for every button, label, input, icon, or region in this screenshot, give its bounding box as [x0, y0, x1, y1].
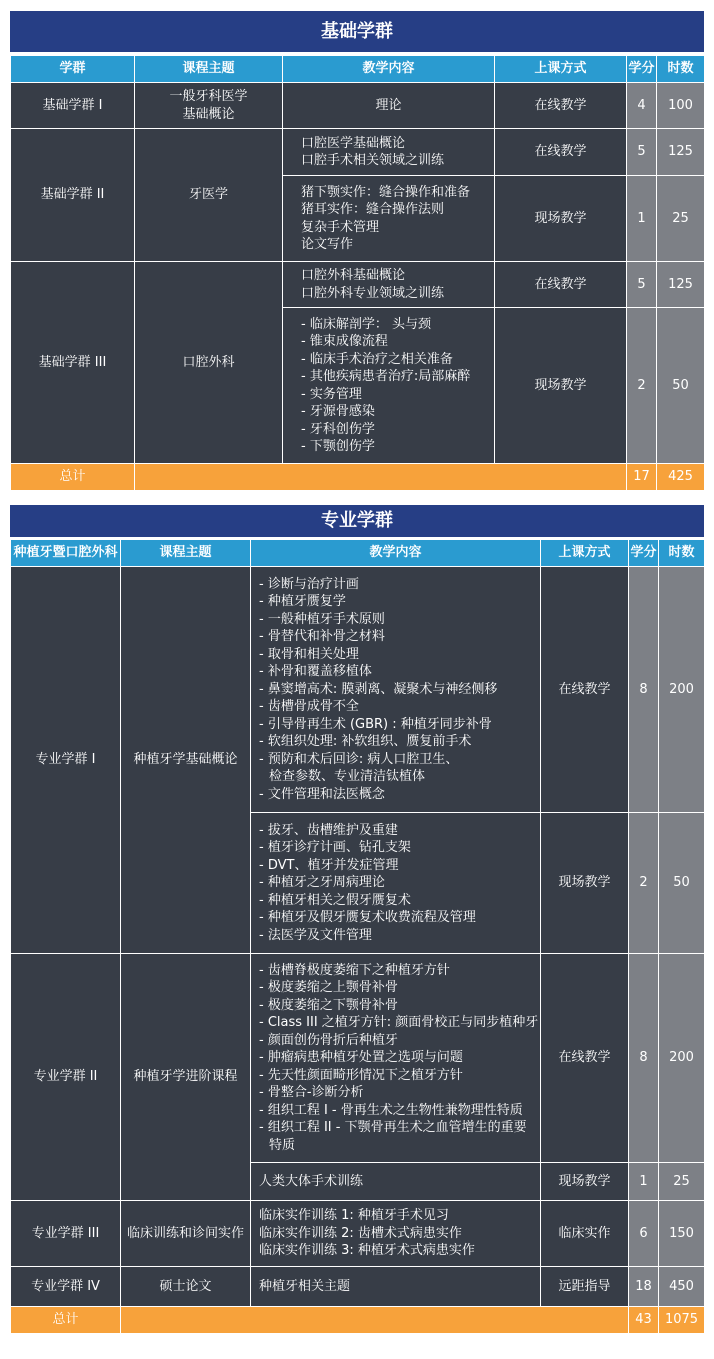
text-line: - 组织工程 II - 下颚骨再生术之血管增生的重要	[259, 1120, 527, 1136]
text-line: - 诊断与治疗计画	[259, 576, 359, 592]
text-line: - 下颚创伤学	[301, 439, 375, 454]
basic-table	[10, 55, 705, 491]
text-line: - 牙科创伤学	[301, 421, 375, 437]
text-line: 种植牙相关主题	[259, 1278, 351, 1294]
text-line: - 极度萎缩之上颚骨补骨	[259, 980, 398, 996]
text-line: - 极度萎缩之下颚骨补骨	[259, 997, 398, 1013]
text-line: 人类大体手术训练	[259, 1173, 364, 1189]
group-name-cell: 专业学群 II	[11, 954, 121, 1201]
text-line: - 引导骨再生术 (GBR) : 种植牙同步补骨	[259, 716, 492, 732]
teaching-method-cell: 现场教学	[495, 308, 627, 464]
text-line: - 补骨和覆盖移植体	[259, 664, 372, 680]
teaching-content-cell	[251, 567, 541, 813]
total-credits: 17	[627, 464, 657, 491]
teaching-content-cell	[251, 1201, 541, 1267]
course-topic-cell	[121, 954, 251, 1201]
group-name-cell: 基础学群 II	[11, 129, 135, 262]
text-line: 口腔外科	[182, 354, 235, 370]
text-line: 论文写作	[301, 237, 354, 252]
credits-cell: 2	[629, 813, 659, 954]
text-line: 一般牙科医学	[169, 89, 248, 104]
credits-cell: 1	[627, 176, 657, 262]
text-line: - 软组织处理: 补软组织、赝复前手术	[259, 734, 472, 750]
hours-cell: 25	[659, 1163, 705, 1201]
total-credits: 43	[629, 1307, 659, 1334]
credits-cell: 8	[629, 954, 659, 1163]
text-line: - Class III 之植牙方针: 颜面骨校正与同步植种牙	[259, 1015, 539, 1031]
basic-section-title: 基础学群	[10, 11, 704, 52]
text-line: - 先天性颜面畸形情况下之植牙方针	[259, 1067, 463, 1083]
teaching-content-cell	[283, 308, 495, 464]
professional-table	[10, 539, 705, 1334]
credits-cell: 1	[629, 1163, 659, 1201]
text-line: - 齿槽脊极度萎缩下之种植牙方针	[259, 962, 450, 978]
table-row	[11, 567, 705, 813]
credits-cell: 5	[627, 262, 657, 308]
total-row	[11, 464, 705, 491]
teaching-method-cell: 现场教学	[541, 813, 629, 954]
text-line: 临床训练和诊间实作	[126, 1225, 244, 1241]
header-cell: 教学内容	[283, 56, 495, 83]
teaching-method-cell: 在线教学	[495, 262, 627, 308]
total-hours: 1075	[659, 1307, 705, 1334]
text-line: 牙医学	[188, 187, 228, 203]
header-cell: 课程主题	[121, 540, 251, 567]
teaching-content-cell	[283, 83, 495, 129]
text-line: - 取骨和相关处理	[259, 646, 359, 662]
course-topic-cell	[135, 129, 283, 262]
text-line: - 文件管理和法医概念	[259, 786, 385, 802]
basic-section	[10, 11, 704, 491]
teaching-method-cell: 在线教学	[541, 954, 629, 1163]
header-cell: 课程主题	[135, 56, 283, 83]
teaching-content-cell	[251, 813, 541, 954]
group-name-cell: 专业学群 I	[11, 567, 121, 954]
header-cell: 学分	[629, 540, 659, 567]
header-cell: 时数	[657, 56, 705, 83]
text-line: - 骨整合-诊断分析	[259, 1085, 364, 1101]
text-line: - 齿槽骨成骨不全	[259, 699, 359, 715]
total-label: 总计	[11, 464, 135, 491]
teaching-content-cell	[251, 1267, 541, 1307]
credits-cell: 5	[627, 129, 657, 176]
header-cell: 上课方式	[541, 540, 629, 567]
table-row	[11, 262, 705, 308]
text-line: 口腔外科专业领域之训练	[301, 285, 445, 301]
table-row	[11, 1267, 705, 1307]
group-name-cell: 基础学群 III	[11, 262, 135, 464]
total-spacer	[121, 1307, 629, 1334]
course-topic-cell	[135, 262, 283, 464]
total-label: 总计	[11, 1307, 121, 1334]
professional-header-row	[11, 540, 705, 567]
table-row	[11, 954, 705, 1163]
text-line: - 种植牙之牙周病理论	[259, 875, 385, 891]
text-line: - 鼻窦增高术: 膜剥离、凝聚术与神经侧移	[259, 681, 498, 697]
credits-cell: 8	[629, 567, 659, 813]
text-line: - 锥束成像流程	[301, 334, 388, 349]
text-line: 种植牙学基础概论	[133, 752, 238, 768]
text-line: - 种植牙赝复学	[259, 594, 346, 610]
course-topic-cell	[121, 567, 251, 954]
text-line: 猪下颚实作：缝合操作和准备	[301, 184, 471, 200]
header-cell: 学分	[627, 56, 657, 83]
header-cell: 种植牙暨口腔外科	[11, 540, 121, 567]
course-topic-cell	[121, 1201, 251, 1267]
text-line: 临床实作训练 3: 种植牙术式病患实作	[259, 1243, 475, 1259]
text-line: 临床实作训练 1: 种植牙手术见习	[259, 1208, 449, 1224]
table-row	[11, 129, 705, 176]
teaching-method-cell: 在线教学	[541, 567, 629, 813]
text-line: 理论	[375, 97, 402, 113]
course-topic-cell	[135, 83, 283, 129]
text-line: 检查参数、专业清洁钛植体	[269, 769, 426, 785]
text-line: 猪耳实作：缝合操作法则	[301, 202, 445, 217]
total-hours: 425	[657, 464, 705, 491]
teaching-method-cell: 远距指导	[541, 1267, 629, 1307]
credits-cell: 18	[629, 1267, 659, 1307]
table-row	[11, 83, 705, 129]
basic-header-row	[11, 56, 705, 83]
text-line: 口腔外科基础概论	[301, 268, 406, 283]
text-line: - 颜面创伤骨折后种植牙	[259, 1032, 398, 1048]
text-line: - 临床手术治疗之相关准备	[301, 351, 453, 367]
hours-cell: 150	[659, 1201, 705, 1267]
hours-cell: 200	[659, 567, 705, 813]
credits-cell: 4	[627, 83, 657, 129]
text-line: - 牙源骨感染	[301, 404, 375, 419]
total-spacer	[135, 464, 627, 491]
text-line: - 肿瘤病患种植牙处置之选项与问题	[259, 1050, 463, 1066]
text-line: - 法医学及文件管理	[259, 927, 372, 943]
header-cell: 学群	[11, 56, 135, 83]
group-name-cell: 基础学群 I	[11, 83, 135, 129]
text-line: - 实务管理	[301, 386, 362, 402]
hours-cell: 125	[657, 129, 705, 176]
text-line: 复杂手术管理	[301, 219, 380, 235]
teaching-content-cell	[283, 176, 495, 262]
hours-cell: 50	[657, 308, 705, 464]
text-line: - 预防和术后回诊: 病人口腔卫生、	[259, 751, 459, 767]
text-line: 基础概论	[182, 106, 235, 122]
text-line: 特质	[269, 1137, 296, 1153]
text-line: - 种植牙及假牙赝复术收费流程及管理	[259, 910, 476, 926]
text-line: - 植牙诊疗计画、钻孔支架	[259, 840, 411, 856]
teaching-content-cell	[251, 1163, 541, 1201]
text-line: - 拔牙、齿槽维护及重建	[259, 822, 398, 838]
group-name-cell: 专业学群 IV	[11, 1267, 121, 1307]
professional-section	[10, 505, 704, 1334]
teaching-method-cell: 临床实作	[541, 1201, 629, 1267]
teaching-method-cell: 在线教学	[495, 83, 627, 129]
text-line: 硕士论文	[159, 1278, 212, 1294]
text-line: 口腔医学基础概论	[301, 135, 406, 151]
professional-section-title: 专业学群	[10, 505, 704, 537]
text-line: - DVT、植牙并发症管理	[259, 857, 399, 873]
table-row	[11, 1201, 705, 1267]
teaching-method-cell: 现场教学	[495, 176, 627, 262]
text-line: 口腔手术相关领域之训练	[301, 153, 445, 168]
hours-cell: 450	[659, 1267, 705, 1307]
teaching-content-cell	[283, 262, 495, 308]
credits-cell: 2	[627, 308, 657, 464]
text-line: - 种植牙相关之假牙赝复术	[259, 892, 411, 908]
group-name-cell: 专业学群 III	[11, 1201, 121, 1267]
header-cell: 上课方式	[495, 56, 627, 83]
text-line: 种植牙学进阶课程	[133, 1069, 238, 1085]
text-line: - 一般种植牙手术原则	[259, 611, 385, 627]
header-cell: 时数	[659, 540, 705, 567]
teaching-method-cell: 现场教学	[541, 1163, 629, 1201]
hours-cell: 200	[659, 954, 705, 1163]
hours-cell: 25	[657, 176, 705, 262]
teaching-content-cell	[283, 129, 495, 176]
text-line: - 组织工程 I - 骨再生术之生物性兼物理性特质	[259, 1102, 523, 1118]
header-cell: 教学内容	[251, 540, 541, 567]
text-line: - 临床解剖学： 头与颈	[301, 316, 431, 332]
hours-cell: 125	[657, 262, 705, 308]
total-row	[11, 1307, 705, 1334]
hours-cell: 100	[657, 83, 705, 129]
hours-cell: 50	[659, 813, 705, 954]
teaching-content-cell	[251, 954, 541, 1163]
text-line: - 骨替代和补骨之材料	[259, 629, 385, 645]
course-topic-cell	[121, 1267, 251, 1307]
credits-cell: 6	[629, 1201, 659, 1267]
text-line: - 其他疾病患者治疗:局部麻醉	[301, 369, 471, 384]
teaching-method-cell: 在线教学	[495, 129, 627, 176]
text-line: 临床实作训练 2: 齿槽术式病患实作	[259, 1225, 462, 1241]
